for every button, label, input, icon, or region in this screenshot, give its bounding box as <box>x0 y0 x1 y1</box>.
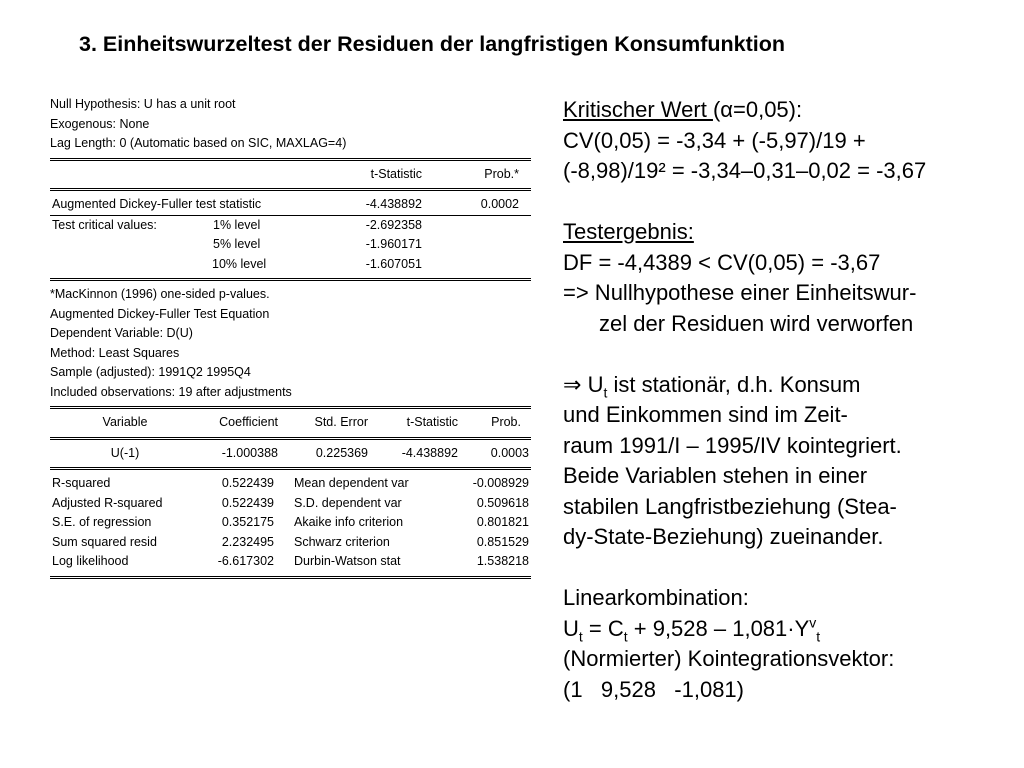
stat-label: R-squared <box>52 476 111 490</box>
col-std-error: Std. Error <box>314 415 368 429</box>
stat-value: 0.522439 <box>221 476 274 490</box>
table-row <box>50 216 531 236</box>
eq-sub: t <box>816 627 821 644</box>
null-hypothesis: Null Hypothesis: U has a unit root <box>50 97 236 111</box>
col-prob: Prob.* <box>484 166 519 181</box>
prob-cell: 0.0003 <box>490 445 529 460</box>
tstat-cell: -4.438892 <box>401 445 458 460</box>
adf-table <box>50 165 531 185</box>
coef-header-table <box>50 413 531 433</box>
eviews-output <box>50 95 531 583</box>
std-error-cell: 0.225369 <box>315 445 368 460</box>
kritisch-heading-line <box>563 95 1013 126</box>
col-tstat: t-Statistic <box>406 415 458 429</box>
table-row <box>50 474 531 494</box>
divider <box>50 188 531 191</box>
stat-value: 0.851529 <box>476 534 529 549</box>
stat-label: Sum squared resid <box>52 534 157 549</box>
stat-label: S.D. dependent var <box>294 495 402 510</box>
divider <box>50 437 531 440</box>
adf-values-table <box>50 195 531 215</box>
eq-sup: v <box>809 614 817 631</box>
table-row <box>50 494 531 514</box>
stat-value: 0.801821 <box>476 515 529 529</box>
linear-heading: Linearkombination: <box>563 585 749 610</box>
level-label: 10% level <box>212 256 267 271</box>
table-row <box>50 195 531 215</box>
stat-label: Akaike info criterion <box>294 515 404 529</box>
normiert-line: (Normierter) Kointegrationsvektor: <box>563 646 895 671</box>
variable-cell: U(-1) <box>110 445 140 460</box>
note-line: Sample (adjusted): 1991Q2 1995Q4 <box>50 365 251 379</box>
table-row <box>50 513 531 533</box>
stat-label: S.E. of regression <box>52 515 152 529</box>
stat-value: 0.352175 <box>221 515 274 529</box>
null-result-line: => Nullhypothese einer Einheitswur- <box>563 280 917 305</box>
df-line: DF = -4,4389 < CV(0,05) = -3,67 <box>563 249 881 275</box>
coef-header-row <box>50 413 531 433</box>
stat-value: -6.617302 <box>217 554 274 568</box>
divider <box>50 158 531 161</box>
critical-label: Test critical values: <box>52 217 157 232</box>
col-variable: Variable <box>102 415 148 429</box>
level-value: -1.607051 <box>365 256 422 271</box>
level-label: 5% level <box>213 237 261 251</box>
stat-label: Durbin-Watson stat <box>294 554 401 568</box>
divider <box>50 576 531 579</box>
interpretation-text <box>563 95 1013 705</box>
vector-line: (1 9,528 -1,081) <box>563 676 744 702</box>
note-line: Included observations: 19 after adjustments <box>50 384 292 399</box>
adf-tstat: -4.438892 <box>365 197 422 211</box>
lag-length: Lag Length: 0 (Automatic based on SIC, MAXLAG=4) <box>50 136 347 150</box>
stat-value: 0.509618 <box>476 495 529 510</box>
stat-label: Adjusted R-squared <box>52 495 163 510</box>
stat-value: 2.232495 <box>221 534 274 549</box>
col-tstat: t-Statistic <box>370 166 422 181</box>
null-result-line: zel der Residuen wird verworfen <box>599 310 914 336</box>
col-prob: Prob. <box>491 415 521 429</box>
stat-value: 1.538218 <box>476 554 529 568</box>
eq-mid: + 9,528 – 1,081·Y <box>627 615 810 641</box>
stat-value: -0.008929 <box>472 476 529 490</box>
adf-prob: 0.0002 <box>480 197 519 211</box>
adf-label: Augmented Dickey-Fuller test statistic <box>52 197 262 211</box>
kritisch-alpha: (α=0,05): <box>712 97 803 122</box>
stats-table <box>50 474 531 572</box>
eq-u: U <box>563 615 579 641</box>
critical-values-table <box>50 216 531 275</box>
coef-table <box>50 444 531 464</box>
cv-line: CV(0,05) = -3,34 + (-5,97)/19 + <box>563 127 866 153</box>
table-row <box>50 533 531 553</box>
explanation-line: raum 1991/I – 1995/IV kointegriert. <box>563 432 902 458</box>
note-line: *MacKinnon (1996) one-sided p-values. <box>50 287 270 301</box>
page-title: 3. Einheitswurzeltest der Residuen der langfristigen Konsumfunktion <box>79 32 786 56</box>
table-row <box>50 255 531 275</box>
table-row <box>50 552 531 572</box>
adf-header-row <box>50 165 531 185</box>
eq-sub: t <box>623 627 628 644</box>
coefficient-cell: -1.000388 <box>221 445 278 460</box>
stat-label: Log likelihood <box>52 554 129 568</box>
level-label: 1% level <box>213 217 261 232</box>
table-row <box>50 235 531 255</box>
table-row <box>50 444 531 464</box>
stationary-line <box>563 370 1013 401</box>
stationary-rest: ist stationär, d.h. Konsum <box>607 371 861 397</box>
explanation-line: dy-State-Beziehung) zueinander. <box>563 524 884 549</box>
explanation-line: stabilen Langfristbeziehung (Stea- <box>563 493 897 519</box>
divider <box>50 406 531 409</box>
divider <box>50 467 531 470</box>
explanation-line: und Einkommen sind im Zeit- <box>563 402 848 427</box>
eq-sub: t <box>578 627 583 644</box>
kritisch-heading: Kritischer Wert <box>563 97 713 122</box>
stat-value: 0.522439 <box>221 495 274 510</box>
level-value: -1.960171 <box>365 237 422 251</box>
equation-line <box>563 614 1013 645</box>
test-heading: Testergebnis: <box>563 219 694 244</box>
t-subscript: t <box>603 383 608 400</box>
divider <box>50 278 531 281</box>
level-value: -2.692358 <box>365 217 422 232</box>
explanation-line: Beide Variablen stehen in einer <box>563 463 868 488</box>
eq-mid: = C <box>582 615 624 641</box>
note-line: Augmented Dickey-Fuller Test Equation <box>50 306 270 321</box>
stat-label: Schwarz criterion <box>294 534 390 549</box>
note-line: Method: Least Squares <box>50 345 180 360</box>
note-line: Dependent Variable: D(U) <box>50 326 193 340</box>
exogenous: Exogenous: None <box>50 116 150 131</box>
implies-arrow-icon: ⇒ <box>563 371 582 397</box>
u-symbol: U <box>587 371 604 397</box>
stat-label: Mean dependent var <box>294 476 409 490</box>
col-coefficient: Coefficient <box>219 415 278 429</box>
cv-line: (-8,98)/19² = -3,34–0,31–0,02 = -3,67 <box>563 158 927 183</box>
